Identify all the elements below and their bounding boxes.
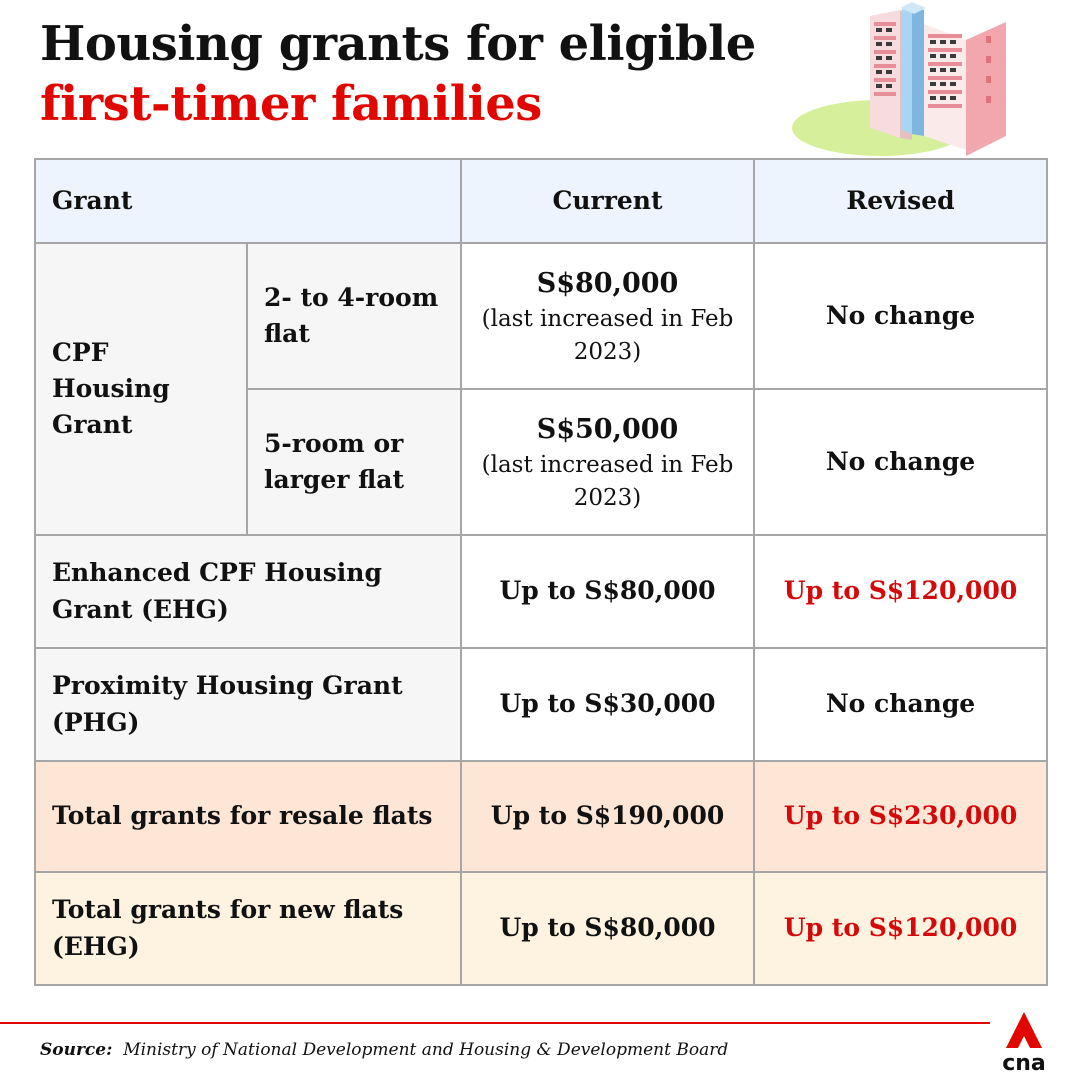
table-row-phg bbox=[35, 648, 1047, 761]
cpf-5-room-revised: No change bbox=[754, 389, 1047, 535]
phg-revised: No change bbox=[754, 648, 1047, 761]
table-row-new-total bbox=[35, 872, 1047, 985]
table-header-row bbox=[35, 159, 1047, 243]
title-line-1: Housing grants for eligible bbox=[40, 16, 756, 72]
source-label: Source: bbox=[40, 1040, 113, 1060]
table-row-resale-total bbox=[35, 761, 1047, 872]
cpf-2-4-room-revised: No change bbox=[754, 243, 1047, 389]
header-grant: Grant bbox=[35, 159, 461, 243]
ehg-label: Enhanced CPF Housing Grant (EHG) bbox=[35, 535, 461, 648]
ehg-current: Up to S$80,000 bbox=[461, 535, 754, 648]
cpf-housing-grant-label: CPF Housing Grant bbox=[35, 243, 247, 535]
ehg-revised: Up to S$120,000 bbox=[754, 535, 1047, 648]
cpf-5-room-current-note: (last increased in Feb 2023) bbox=[481, 452, 734, 511]
footer-divider bbox=[0, 1022, 990, 1024]
new-total-label: Total grants for new flats (EHG) bbox=[35, 872, 461, 985]
new-total-current: Up to S$80,000 bbox=[461, 872, 754, 985]
cpf-2-4-room-current bbox=[461, 243, 754, 389]
hdb-building-icon bbox=[790, 0, 1030, 160]
phg-current: Up to S$30,000 bbox=[461, 648, 754, 761]
cpf-5-room-current-amount: S$50,000 bbox=[536, 414, 679, 446]
phg-label: Proximity Housing Grant (PHG) bbox=[35, 648, 461, 761]
table-row-ehg bbox=[35, 535, 1047, 648]
grants-table bbox=[34, 158, 1048, 986]
title-line-2: first-timer families bbox=[40, 76, 542, 132]
cna-logo-icon bbox=[996, 1010, 1052, 1074]
cpf-subtype-5-room: 5-room or larger flat bbox=[247, 389, 461, 535]
cna-logo-text: cna bbox=[1002, 1051, 1046, 1074]
resale-total-current: Up to S$190,000 bbox=[461, 761, 754, 872]
table-row-cpf-2-4-room bbox=[35, 243, 1047, 389]
header-revised: Revised bbox=[754, 159, 1047, 243]
resale-total-label: Total grants for resale flats bbox=[35, 761, 461, 872]
cpf-subtype-2-4-room: 2- to 4-room flat bbox=[247, 243, 461, 389]
cpf-2-4-room-current-note: (last increased in Feb 2023) bbox=[481, 306, 734, 365]
source-line bbox=[40, 1040, 728, 1060]
source-text: Ministry of National Development and Housing & Development Board bbox=[123, 1040, 729, 1060]
page-title bbox=[40, 16, 756, 132]
header-current: Current bbox=[461, 159, 754, 243]
cpf-5-room-current bbox=[461, 389, 754, 535]
cpf-2-4-room-current-amount: S$80,000 bbox=[536, 268, 679, 300]
resale-total-revised: Up to S$230,000 bbox=[754, 761, 1047, 872]
new-total-revised: Up to S$120,000 bbox=[754, 872, 1047, 985]
